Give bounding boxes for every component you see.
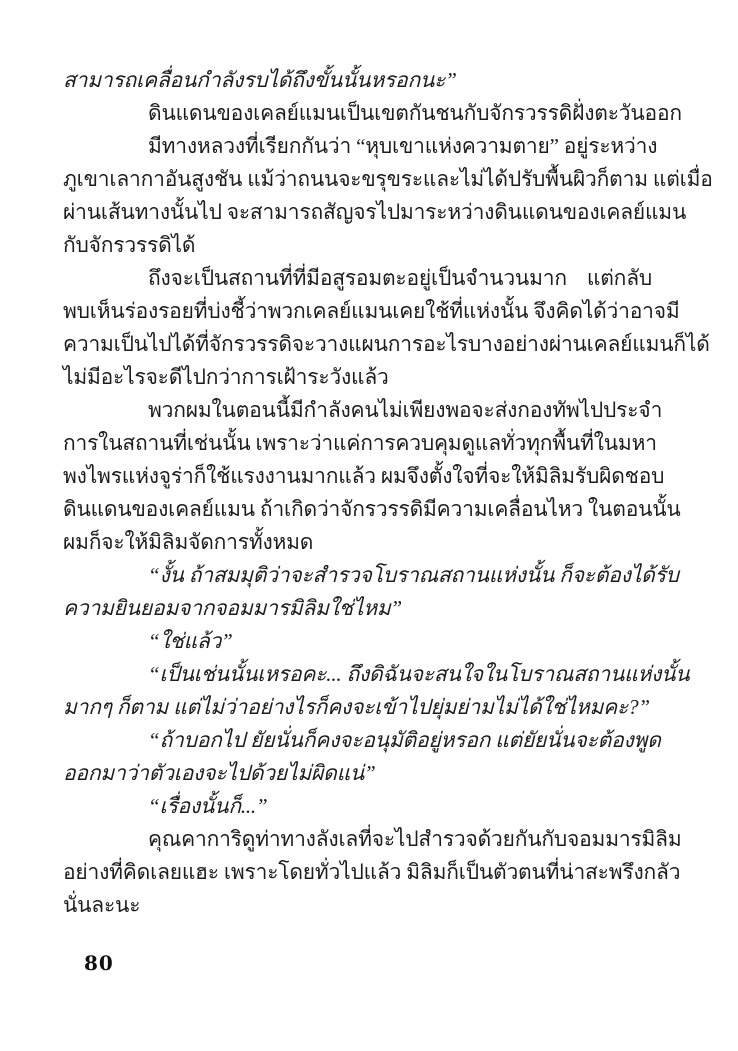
text-line: ภูเขาเลากาอันสูงชัน แม้ว่าถนนจะขรุขระและไม่ได้ปรับพื้นผิวก็ตาม แต่เมื่อ [63, 167, 713, 191]
text-line: ออกมาว่าตัวเองจะไปด้วยไม่ผิดแน่” [63, 761, 376, 785]
text-line: ความยินยอมจากจอมมารมิลิมใช่ไหม” [63, 596, 402, 620]
text-line: สามารถเคลื่อนกำลังรบได้ถึงขั้นนั้นหรอกนะ” [63, 68, 457, 92]
text-line: ความเป็นไปได้ที่จักรวรรดิจะวางแผนการอะไรบางอย่างผ่านเคลย์แมนก็ได้ [63, 332, 710, 356]
text-line: กับจักรวรรดิได้ [63, 233, 196, 257]
text-line: ผมก็จะให้มิลิมจัดการทั้งหมด [63, 530, 314, 554]
text-line: ดินแดนของเคลย์แมนเป็นเขตกันชนกับจักรวรรดิฝั่งตะวันออก [148, 101, 682, 125]
text-line: “งั้น ถ้าสมมุติว่าจะสำรวจโบราณสถานแห่งนั้น ก็จะต้องได้รับ [148, 563, 679, 587]
text-line: ดินแดนของเคลย์แมน ถ้าเกิดว่าจักรวรรดิมีความเคลื่อนไหว ในตอนนั้น [63, 497, 681, 521]
text-line: ไม่มีอะไรจะดีไปกว่าการเฝ้าระวังแล้ว [63, 365, 389, 389]
text-line: นั่นละนะ [63, 893, 141, 917]
text-line: “ใช่แล้ว” [148, 629, 233, 653]
text-line: พวกผมในตอนนี้มีกำลังคนไม่เพียงพอจะส่งกองทัพไปประจำ [148, 398, 663, 422]
text-line: มีทางหลวงที่เรียกกันว่า “หุบเขาแห่งความตาย” อยู่ระหว่าง [148, 134, 658, 158]
text-line: ผ่านเส้นทางนั้นไป จะสามารถสัญจรไปมาระหว่างดินแดนของเคลย์แมน [63, 200, 687, 224]
text-line: “เรื่องนั้นก็...” [148, 794, 268, 818]
text-line: พบเห็นร่องรอยที่บ่งชี้ว่าพวกเคลย์แมนเคยใช้ที่แห่งนั้น จึงคิดได้ว่าอาจมี [63, 299, 680, 323]
text-line: มากๆ ก็ตาม แต่ไม่ว่าอย่างไรก็คงจะเข้าไปยุ่มย่ามไม่ได้ใช่ไหมคะ?” [63, 695, 650, 719]
text-line: การในสถานที่เช่นนั้น เพราะว่าแค่การควบคุมดูแลทั่วทุกพื้นที่ในมหา [63, 431, 657, 455]
text-line: อย่างที่คิดเลยแฮะ เพราะโดยทั่วไปแล้ว มิลิมก็เป็นตัวตนที่น่าสะพรึงกลัว [63, 860, 681, 884]
text-block [63, 64, 713, 922]
text-line: “เป็นเช่นนั้นเหรอคะ... ถึงดิฉันจะสนใจในโบราณสถานแห่งนั้น [148, 662, 690, 686]
text-line: “ถ้าบอกไป ยัยนั่นก็คงจะอนุมัติอยู่หรอก แต่ยัยนั่นจะต้องพูด [148, 728, 661, 752]
text-line: พงไพรแห่งจูร่าก็ใช้แรงงานมากแล้ว ผมจึงตั้งใจที่จะให้มิลิมรับผิดชอบ [63, 464, 665, 488]
text-line: คุณคาการิดูท่าทางลังเลที่จะไปสำรวจด้วยกันกับจอมมารมิลิม [148, 827, 682, 851]
text-line: ถึงจะเป็นสถานที่ที่มีอสูรอมตะอยู่เป็นจำนวนมาก แต่กลับ [148, 266, 652, 290]
page-number: 80 [84, 951, 114, 975]
